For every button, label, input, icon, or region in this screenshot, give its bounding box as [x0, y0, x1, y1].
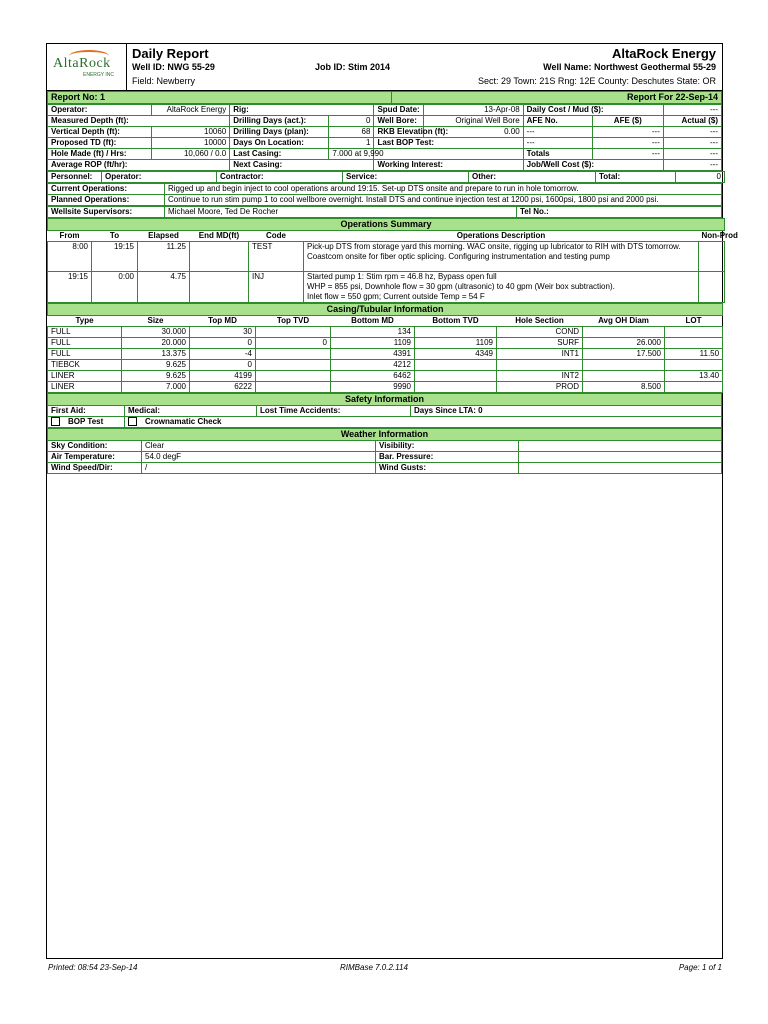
planned-operations-value: Continue to run stim pump 1 to cool wellbore overnight. Install DTS and continue injection test at 1200 psi, 1600psi, 1800 psi and 2000 psi. — [165, 195, 722, 206]
well-location: Sect: 29 Town: 21S Rng: 12E County: Deschutes State: OR — [478, 76, 716, 86]
visibility-label: Visibility: — [376, 441, 519, 452]
casing-size: 30.000 — [122, 327, 190, 338]
software-version: RIMBase 7.0.2.114 — [340, 963, 408, 972]
ops-elapsed: 4.75 — [138, 272, 190, 303]
casing-size: 9.625 — [122, 360, 190, 371]
casing-bottom-tvd: 1109 — [415, 338, 497, 349]
report-header — [47, 44, 722, 91]
personnel-label: Personnel: — [48, 172, 102, 183]
afe-row1-no: --- — [523, 127, 592, 138]
casing-top-md: 4199 — [190, 371, 256, 382]
contractor-label: Contractor: — [217, 172, 343, 183]
casing-top-md: 6222 — [190, 382, 256, 393]
casing-table — [47, 303, 723, 393]
ops-col-header: From — [48, 231, 92, 242]
days-since-lta: Days Since LTA: 0 — [411, 406, 722, 417]
casing-avg-oh-diam — [583, 371, 665, 382]
page-number: Page: 1 of 1 — [678, 963, 722, 972]
logo-text: AltaRock — [53, 56, 111, 71]
working-interest-label: Working Interest: — [374, 160, 523, 171]
bop-test-check[interactable] — [48, 417, 125, 428]
drilling-days-plan-value: 68 — [329, 127, 374, 138]
casing-top-tvd — [256, 371, 331, 382]
ops-non-prod — [699, 272, 725, 303]
casing-size: 20.000 — [122, 338, 190, 349]
ops-col-header: Operations Description — [304, 231, 699, 242]
vertical-depth-label: Vertical Depth (ft): — [48, 127, 152, 138]
table-row — [48, 327, 723, 338]
casing-title: Casing/Tubular Information — [48, 304, 723, 316]
table-row — [48, 360, 723, 371]
rkb-value: 0.00 — [423, 127, 523, 138]
checkbox-icon[interactable] — [51, 417, 60, 426]
company-name: AltaRock Energy — [611, 46, 716, 61]
casing-bottom-md: 134 — [331, 327, 415, 338]
afe-row2-afe: --- — [592, 138, 663, 149]
bar-pressure-value — [519, 452, 722, 463]
casing-type: FULL — [48, 349, 122, 360]
well-info-table — [47, 104, 722, 171]
logo-subtext: ENERGY INC — [83, 72, 115, 78]
casing-bottom-tvd — [415, 371, 497, 382]
wind-speed-label: Wind Speed/Dir: — [48, 463, 142, 474]
casing-bottom-md: 6462 — [331, 371, 415, 382]
wellsite-supervisors-label: Wellsite Supervisors: — [48, 207, 165, 218]
casing-lot — [665, 338, 723, 349]
well-bore-label: Well Bore: — [374, 116, 423, 127]
casing-col-header: LOT — [665, 316, 723, 327]
table-row — [48, 272, 725, 303]
totals-afe: --- — [592, 149, 663, 160]
casing-hole-section — [497, 360, 583, 371]
operations-text-table — [47, 183, 722, 206]
service-label: Service: — [343, 172, 469, 183]
casing-top-tvd — [256, 349, 331, 360]
tel-no-label: Tel No.: — [517, 207, 722, 218]
total-value: 0 — [676, 172, 725, 183]
current-operations-value: Rigged up and begin inject to cool operations around 19:15. Set-up DTS onsite and prepare to run in hole tomorrow. — [165, 184, 722, 195]
table-row — [48, 371, 723, 382]
operator-value: AltaRock Energy — [152, 105, 230, 116]
ops-col-header: To — [92, 231, 138, 242]
ops-from: 8:00 — [48, 242, 92, 272]
casing-bottom-tvd: 4349 — [415, 349, 497, 360]
casing-size: 7.000 — [122, 382, 190, 393]
job-id: Job ID: Stim 2014 — [315, 62, 391, 72]
casing-col-header: Top TVD — [256, 316, 331, 327]
last-casing-value: 7.000 at 9,990 — [329, 149, 374, 160]
ops-description: Started pump 1: Stim rpm = 46.8 hz, Bypass open full WHP = 855 psi, Downhole flow = 30 gpm (ultrasonic) to 40 gpm (Weir box subtraction). Inlet flow = 550 gpm; Current outside Temp = 54 F — [304, 272, 699, 303]
afe-row1-actual: --- — [663, 127, 721, 138]
personnel-table — [47, 171, 725, 183]
casing-hole-section: INT1 — [497, 349, 583, 360]
wellsite-supervisors-value: Michael Moore, Ted De Rocher — [165, 207, 517, 218]
medical-label: Medical: — [125, 406, 257, 417]
drilling-days-plan-label: Drilling Days (plan): — [230, 127, 329, 138]
casing-type: FULL — [48, 338, 122, 349]
wind-speed-value: / — [142, 463, 376, 474]
casing-type: FULL — [48, 327, 122, 338]
casing-col-header: Size — [122, 316, 190, 327]
company-logo — [47, 44, 127, 90]
checkbox-icon[interactable] — [128, 417, 137, 426]
casing-hole-section: COND — [497, 327, 583, 338]
afe-row2-actual: --- — [663, 138, 721, 149]
casing-bottom-tvd — [415, 382, 497, 393]
spud-label: Spud Date: — [374, 105, 423, 116]
ops-elapsed: 11.25 — [138, 242, 190, 272]
casing-type: LINER — [48, 371, 122, 382]
field-name: Field: Newberry — [132, 76, 196, 86]
ops-col-header: End MD(ft) — [190, 231, 249, 242]
next-casing-label: Next Casing: — [230, 160, 374, 171]
ops-non-prod — [699, 242, 725, 272]
ops-col-header: Code — [249, 231, 304, 242]
sky-condition-value: Clear — [142, 441, 376, 452]
ops-to: 0:00 — [92, 272, 138, 303]
air-temperature-value: 54.0 degF — [142, 452, 376, 463]
drilling-days-act-value: 0 — [329, 116, 374, 127]
ops-to: 19:15 — [92, 242, 138, 272]
rig-label: Rig: — [230, 105, 374, 116]
operations-summary-table — [47, 218, 738, 303]
current-operations-label: Current Operations: — [48, 184, 165, 195]
measured-depth-label: Measured Depth (ft): — [48, 116, 230, 127]
casing-top-md: 0 — [190, 360, 256, 371]
job-well-cost-value: --- — [663, 160, 721, 171]
table-row — [48, 338, 723, 349]
daily-report-sheet — [46, 43, 738, 959]
casing-hole-section: PROD — [497, 382, 583, 393]
blank-cell — [374, 149, 523, 160]
casing-type: LINER — [48, 382, 122, 393]
casing-bottom-md: 4391 — [331, 349, 415, 360]
casing-col-header: Hole Section — [497, 316, 583, 327]
ops-col-header: Non-Prod — [699, 231, 725, 242]
ops-code: TEST — [249, 242, 304, 272]
casing-top-tvd — [256, 327, 331, 338]
casing-bottom-tvd — [415, 327, 497, 338]
casing-lot — [665, 382, 723, 393]
supervisors-table — [47, 206, 722, 218]
casing-top-md: -4 — [190, 349, 256, 360]
casing-col-header: Bottom TVD — [415, 316, 497, 327]
days-on-location-label: Days On Location: — [230, 138, 329, 149]
afe-row2-no: --- — [523, 138, 592, 149]
casing-bottom-tvd — [415, 360, 497, 371]
daily-cost-value: --- — [663, 105, 721, 116]
casing-bottom-md: 1109 — [331, 338, 415, 349]
personnel-operator-label: Operator: — [102, 172, 217, 183]
printed-timestamp: Printed: 08:54 23-Sep-14 — [48, 963, 138, 972]
well-id: Well ID: NWG 55-29 — [132, 62, 215, 72]
casing-size: 13.375 — [122, 349, 190, 360]
hole-made-value: 10,060 / 0.0 — [152, 149, 230, 160]
bar-pressure-label: Bar. Pressure: — [376, 452, 519, 463]
afe-no-header: AFE No. — [523, 116, 592, 127]
ops-from: 19:15 — [48, 272, 92, 303]
actual-header: Actual ($) — [663, 116, 721, 127]
hole-made-label: Hole Made (ft) / Hrs: — [48, 149, 152, 160]
report-for-date: Report For 22-Sep-14 — [392, 92, 722, 104]
report-no-label: Report No: — [51, 92, 98, 102]
operator-label: Operator: — [48, 105, 152, 116]
crownamatic-check[interactable] — [125, 417, 722, 428]
drilling-days-act-label: Drilling Days (act.): — [230, 116, 329, 127]
casing-col-header: Top MD — [190, 316, 256, 327]
last-bop-test-label: Last BOP Test: — [374, 138, 523, 149]
casing-lot: 13.40 — [665, 371, 723, 382]
operations-summary-title: Operations Summary — [48, 219, 725, 231]
table-row — [48, 349, 723, 360]
casing-size: 9.625 — [122, 371, 190, 382]
first-aid-label: First Aid: — [48, 406, 125, 417]
totals-actual: --- — [663, 149, 721, 160]
casing-hole-section: INT2 — [497, 371, 583, 382]
weather-table — [47, 428, 722, 474]
afe-header: AFE ($) — [592, 116, 663, 127]
casing-column-headers — [48, 316, 723, 327]
crownamatic-label: Crownamatic Check — [145, 417, 222, 426]
safety-table — [47, 393, 722, 428]
casing-bottom-md: 4212 — [331, 360, 415, 371]
casing-top-tvd — [256, 360, 331, 371]
casing-lot — [665, 360, 723, 371]
casing-lot — [665, 327, 723, 338]
casing-top-md: 30 — [190, 327, 256, 338]
air-temperature-label: Air Temperature: — [48, 452, 142, 463]
job-well-cost-label: Job/Well Cost ($): — [523, 160, 663, 171]
table-row — [48, 242, 725, 272]
ops-col-header: Elapsed — [138, 231, 190, 242]
well-bore-value: Original Well Bore — [423, 116, 523, 127]
casing-top-md: 0 — [190, 338, 256, 349]
wind-gusts-label: Wind Gusts: — [376, 463, 519, 474]
ops-code: INJ — [249, 272, 304, 303]
casing-avg-oh-diam: 8.500 — [583, 382, 665, 393]
casing-col-header: Avg OH Diam — [583, 316, 665, 327]
report-no-value: 1 — [100, 92, 106, 102]
casing-top-tvd — [256, 382, 331, 393]
visibility-value — [519, 441, 722, 452]
vertical-depth-value: 10060 — [152, 127, 230, 138]
totals-label: Totals — [523, 149, 592, 160]
well-name: Well Name: Northwest Geothermal 55-29 — [543, 62, 716, 72]
casing-col-header: Bottom MD — [331, 316, 415, 327]
operations-column-headers — [48, 231, 725, 242]
report-title: Daily Report — [132, 46, 209, 61]
report-number-bar — [47, 91, 722, 104]
wind-gusts-value — [519, 463, 722, 474]
spud-value: 13-Apr-08 — [423, 105, 523, 116]
casing-top-tvd: 0 — [256, 338, 331, 349]
rkb-label: RKB Elevation (ft): — [374, 127, 423, 138]
last-casing-label: Last Casing: — [230, 149, 329, 160]
casing-hole-section: SURF — [497, 338, 583, 349]
average-rop-label: Average ROP (ft/hr): — [48, 160, 230, 171]
casing-avg-oh-diam: 26.000 — [583, 338, 665, 349]
bop-test-label: BOP Test — [68, 417, 104, 426]
proposed-td-value: 10000 — [152, 138, 230, 149]
ops-description: Pick-up DTS from storage yard this morning. WAC onsite, rigging up lubricator to RIH with DTS tomorrow. Coastcom onsite for fiber optic splicing. Configuring instrumentation and testing pump — [304, 242, 699, 272]
lost-time-accidents-label: Lost Time Accidents: — [257, 406, 411, 417]
total-label: Total: — [596, 172, 676, 183]
weather-title: Weather Information — [48, 429, 722, 441]
ops-end-md — [190, 242, 249, 272]
other-label: Other: — [469, 172, 596, 183]
casing-bottom-md: 9990 — [331, 382, 415, 393]
proposed-td-label: Proposed TD (ft): — [48, 138, 152, 149]
afe-row1-afe: --- — [592, 127, 663, 138]
casing-avg-oh-diam — [583, 360, 665, 371]
casing-avg-oh-diam — [583, 327, 665, 338]
casing-lot: 11.50 — [665, 349, 723, 360]
table-row — [48, 382, 723, 393]
days-on-location-value: 1 — [329, 138, 374, 149]
ops-end-md — [190, 272, 249, 303]
planned-operations-label: Planned Operations: — [48, 195, 165, 206]
safety-title: Safety Information — [48, 394, 722, 406]
casing-col-header: Type — [48, 316, 122, 327]
daily-cost-label: Daily Cost / Mud ($): — [523, 105, 663, 116]
casing-type: TIEBCK — [48, 360, 122, 371]
casing-avg-oh-diam: 17.500 — [583, 349, 665, 360]
sky-condition-label: Sky Condition: — [48, 441, 142, 452]
